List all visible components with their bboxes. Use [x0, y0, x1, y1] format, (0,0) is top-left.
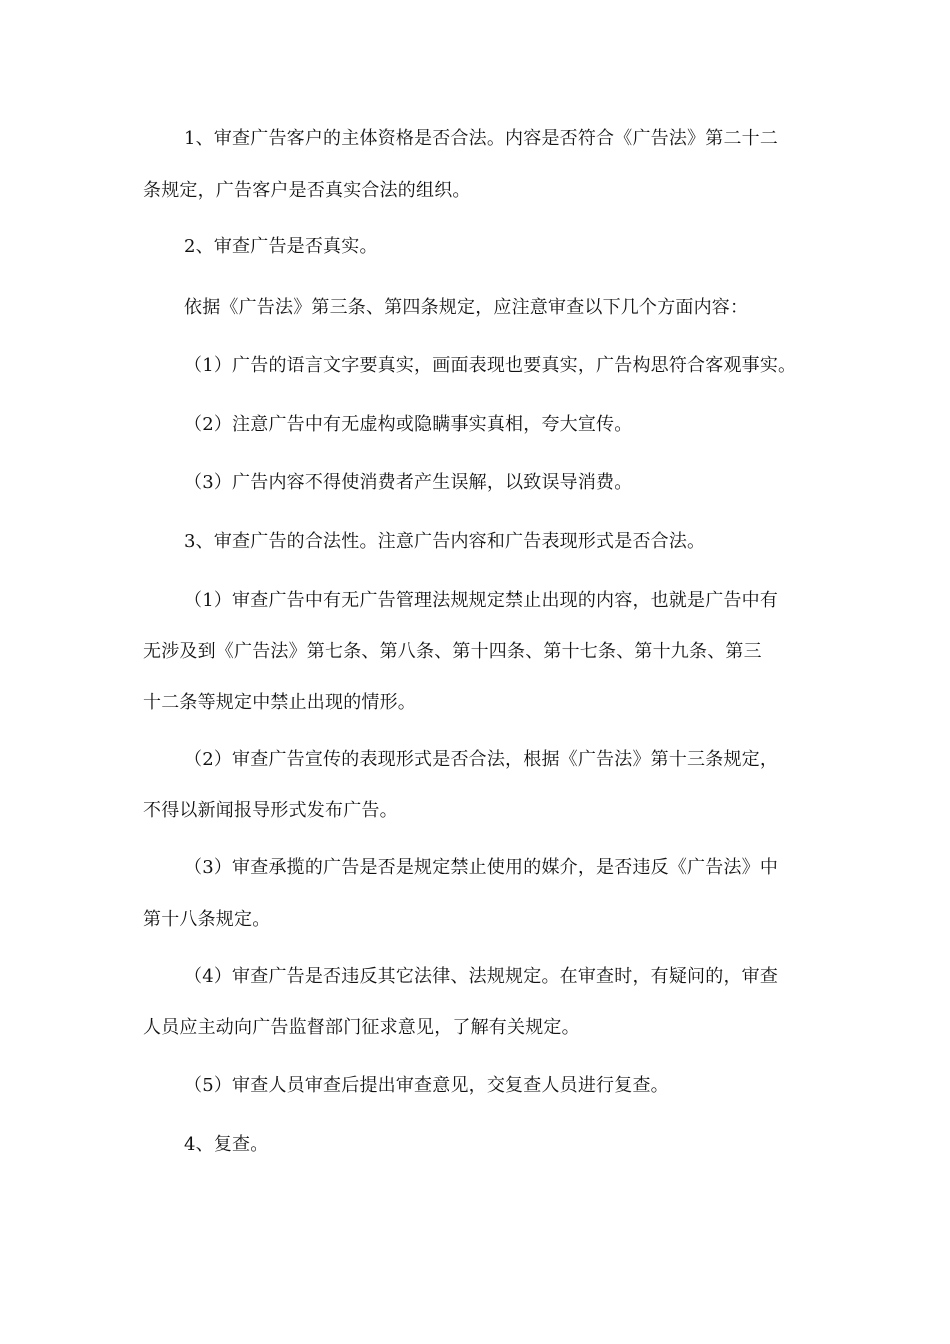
para-5: 4、复查。 [184, 1134, 269, 1155]
item-2-1: （1）广告的语言文字要真实，画面表现也要真实，广告构思符合客观事实。 [184, 355, 797, 376]
item-3-1-line-3: 十二条等规定中禁止出现的情形。 [143, 692, 416, 713]
para-3: 依据《广告法》第三条、第四条规定，应注意审查以下几个方面内容： [184, 297, 749, 318]
item-2-3: （3）广告内容不得使消费者产生误解，以致误导消费。 [184, 472, 633, 493]
item-3-2-line-2: 不得以新闻报导形式发布广告。 [143, 800, 398, 821]
item-3-2-line-1: （2）审查广告宣传的表现形式是否合法，根据《广告法》第十三条规定， [184, 749, 779, 770]
para-1-line-1: 1、审查广告客户的主体资格是否合法。内容是否符合《广告法》第二十二 [184, 128, 779, 149]
item-3-1-line-2: 无涉及到《广告法》第七条、第八条、第十四条、第十七条、第十九条、第三 [143, 641, 762, 662]
item-3-5: （5）审查人员审查后提出审查意见，交复查人员进行复查。 [184, 1075, 669, 1096]
item-3-3-line-2: 第十八条规定。 [143, 909, 271, 930]
para-1-line-2: 条规定，广告客户是否真实合法的组织。 [143, 180, 471, 201]
item-2-2: （2）注意广告中有无虚构或隐瞒事实真相，夸大宣传。 [184, 414, 633, 435]
item-3-4-line-2: 人员应主动向广告监督部门征求意见，了解有关规定。 [143, 1017, 580, 1038]
item-3-3-line-1: （3）审查承揽的广告是否是规定禁止使用的媒介，是否违反《广告法》中 [184, 857, 779, 878]
para-4: 3、审查广告的合法性。注意广告内容和广告表现形式是否合法。 [184, 531, 706, 552]
para-2: 2、审查广告是否真实。 [184, 236, 378, 257]
item-3-1-line-1: （1）审查广告中有无广告管理法规规定禁止出现的内容，也就是广告中有 [184, 590, 779, 611]
item-3-4-line-1: （4）审查广告是否违反其它法律、法规规定。在审查时，有疑问的，审查 [184, 966, 779, 987]
